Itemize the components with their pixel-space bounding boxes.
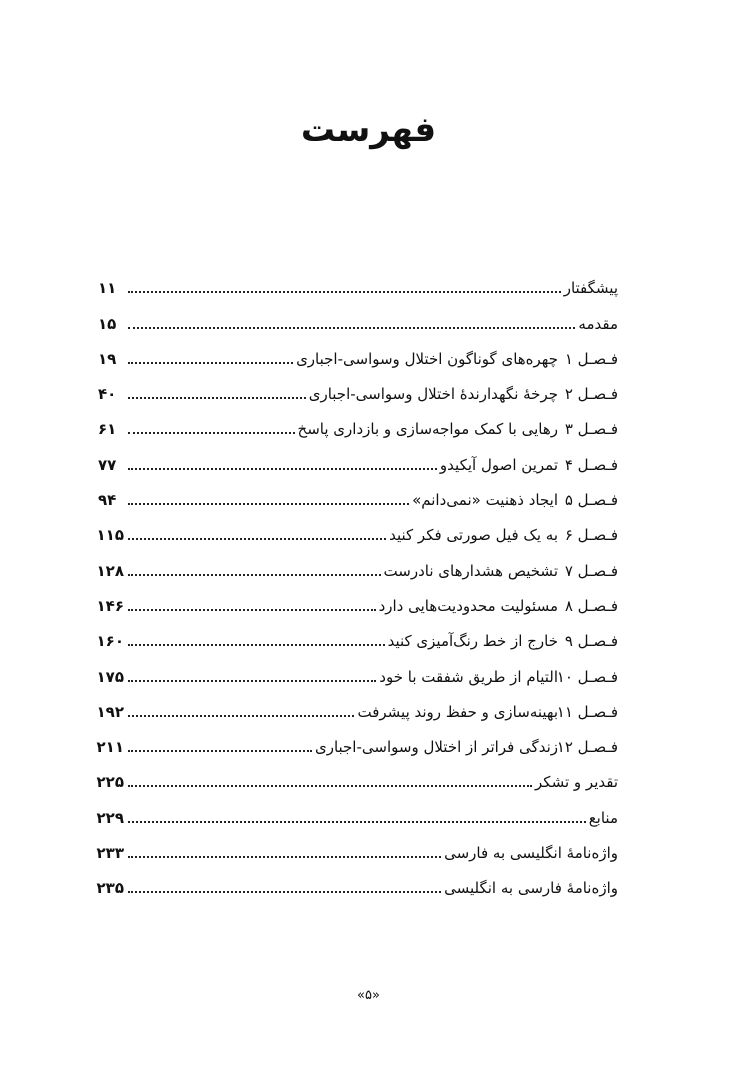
dot-leader [128, 821, 586, 823]
toc-chapter-label: فـصـل ۱۲ [556, 738, 618, 757]
toc-chapter-label: فـصـل ۶ [564, 526, 618, 545]
toc-entry [98, 333, 618, 368]
toc-entry-title: واژه‌نامهٔ انگلیسی به فارسی [444, 844, 618, 863]
toc-entry [98, 403, 618, 438]
dot-leader [128, 644, 385, 646]
toc-entry-title: رهایی با کمک مواجه‌سازی و بازداری پاسخ [297, 420, 558, 439]
toc-page-number: ۲۱۱ [96, 738, 124, 757]
toc-entry-title: مسئولیت محدودیت‌هایی دارد [378, 596, 558, 615]
toc-entry [98, 827, 618, 862]
toc-entry [98, 438, 618, 473]
toc-entry [98, 721, 618, 756]
dot-leader [128, 750, 312, 752]
toc-chapter-label: فـصـل ۸ [564, 596, 618, 615]
table-of-contents [98, 262, 618, 897]
toc-entry [98, 474, 618, 509]
toc-chapter-label: فـصـل ۱۱ [556, 702, 618, 721]
toc-entry-title: ایجاد ذهنیت «نمی‌دانم» [412, 491, 558, 510]
toc-page-number: ۱۹۲ [96, 702, 124, 721]
dot-leader [128, 574, 381, 576]
toc-page-number: ۶۱ [98, 420, 117, 439]
toc-entry-title: خارج از خط رنگ‌آمیزی کنید [387, 632, 558, 651]
page-number: «۵» [357, 988, 380, 1003]
toc-entry-title: چهره‌های گوناگون اختلال وسواسی-اجباری [296, 349, 558, 368]
toc-entry-title: واژه‌نامهٔ فارسی به انگلیسی [444, 879, 618, 898]
dot-leader [128, 715, 354, 717]
toc-chapter-label: فـصـل ۲ [564, 385, 618, 404]
toc-chapter-label: فـصـل ۱ [564, 349, 618, 368]
toc-page-number: ۴۰ [98, 385, 117, 404]
toc-entry [98, 791, 618, 826]
dot-leader [128, 432, 295, 434]
toc-chapter-label: فـصـل ۹ [564, 632, 618, 651]
toc-entry-title: تشخیص هشدارهای نادرست [383, 561, 558, 580]
toc-entry [98, 650, 618, 685]
toc-page-number: ۹۴ [98, 491, 117, 510]
toc-chapter-label: فـصـل ۴ [564, 455, 618, 474]
toc-chapter-label: فـصـل ۵ [564, 491, 618, 510]
toc-chapter-label: فـصـل ۷ [564, 561, 618, 580]
dot-leader [128, 291, 561, 293]
toc-page-number: ۲۳۳ [96, 844, 124, 863]
toc-page-number: ۱۱ [98, 279, 117, 298]
dot-leader [128, 538, 386, 540]
toc-page-number: ۱۵ [98, 314, 117, 333]
toc-entry [98, 615, 618, 650]
toc-page-number: ۱۱۵ [96, 526, 124, 545]
toc-entry [98, 262, 618, 297]
toc-entry-title: بهینه‌سازی و حفظ روند پیشرفت [357, 702, 558, 721]
dot-leader [128, 785, 532, 787]
toc-entry [98, 580, 618, 615]
toc-chapter-label: فـصـل ۱۰ [556, 667, 618, 686]
toc-entry-title: زندگی فراتر از اختلال وسواسی-اجباری [314, 738, 558, 757]
dot-leader [128, 856, 441, 858]
toc-entry-title: منابع [588, 808, 618, 827]
toc-entry-title: چرخهٔ نگهدارندهٔ اختلال وسواسی-اجباری [308, 385, 558, 404]
toc-entry-title: التیام از طریق شفقت با خود [379, 667, 558, 686]
toc-page-number: ۱۲۸ [96, 561, 124, 580]
toc-entry-title: تمرین اصول آیکیدو [439, 455, 558, 474]
dot-leader [128, 327, 575, 329]
dot-leader [128, 680, 376, 682]
toc-page-number: ۱۹ [98, 349, 117, 368]
page-title: فهرست [300, 110, 437, 150]
toc-entry [98, 297, 618, 332]
toc-page-number: ۷۷ [98, 455, 117, 474]
toc-page-number: ۲۲۹ [96, 808, 124, 827]
toc-page-number: ۱۴۶ [96, 596, 124, 615]
dot-leader [128, 362, 293, 364]
toc-entry [98, 756, 618, 791]
dot-leader [128, 397, 306, 399]
toc-entry [98, 686, 618, 721]
toc-chapter-label: فـصـل ۳ [564, 420, 618, 439]
toc-entry-title: به یک فیل صورتی فکر کنید [389, 526, 558, 545]
toc-page-number: ۲۲۵ [96, 773, 124, 792]
toc-entry [98, 862, 618, 897]
dot-leader [128, 468, 437, 470]
dot-leader [128, 891, 441, 893]
toc-entry [98, 368, 618, 403]
dot-leader [128, 503, 409, 505]
toc-page-number: ۱۶۰ [96, 632, 124, 651]
toc-entry-title: تقدیر و تشکر [535, 773, 618, 792]
toc-entry [98, 544, 618, 579]
toc-entry-title: مقدمه [578, 314, 618, 333]
toc-entry [98, 509, 618, 544]
toc-entry-title: پیشگفتار [563, 279, 618, 298]
toc-page-number: ۲۳۵ [96, 879, 124, 898]
dot-leader [128, 609, 376, 611]
toc-page-number: ۱۷۵ [96, 667, 124, 686]
